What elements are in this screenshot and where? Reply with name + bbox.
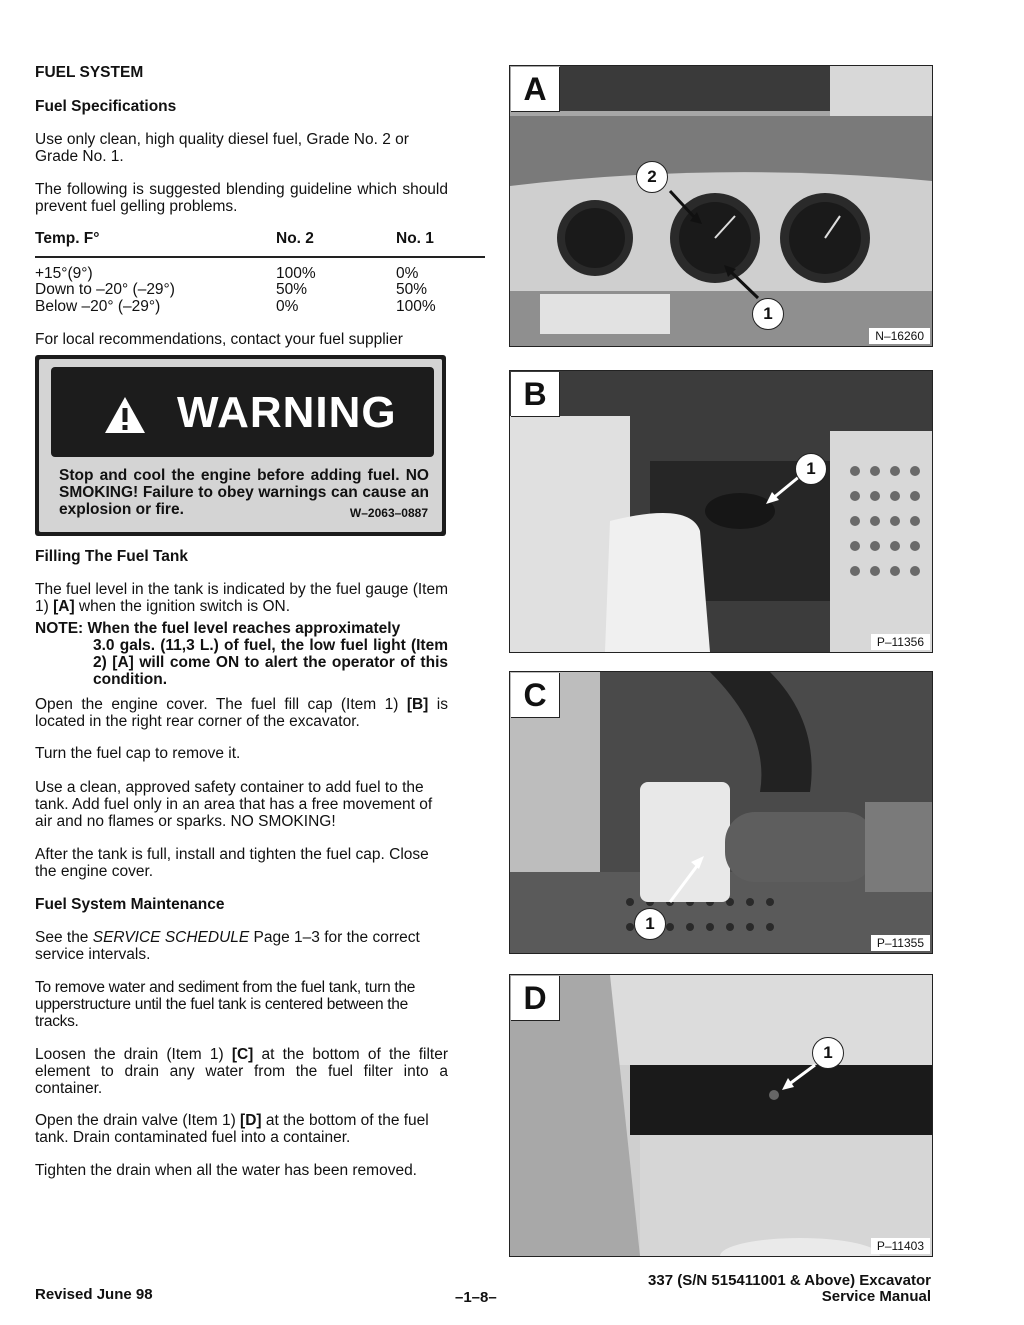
gauge-panel-illustration xyxy=(510,66,932,346)
table-cell: 50% xyxy=(276,281,308,298)
fuel-filter-illustration xyxy=(510,672,932,953)
filling-para5: After the tank is full, install and tighten the fuel cap. Close the engine cover. xyxy=(35,846,429,880)
callout-item-1: 1 xyxy=(795,453,827,485)
table-cell: 50% xyxy=(396,281,428,298)
maintenance-para3-text: Loosen the drain (Item 1) xyxy=(35,1046,232,1063)
filling-para1-text-end: when the ignition switch is ON. xyxy=(74,598,290,615)
filling-para4: Use a clean, approved safety container to add fuel to the tank. Add fuel only in an area that has a free movement of air and no flames or sparks. NO SMOKING! xyxy=(35,779,433,830)
maintenance-para5: Tighten the drain when all the water has been removed. xyxy=(35,1162,417,1179)
maintenance-para4-text: Open the drain valve (Item 1) xyxy=(35,1112,241,1129)
maintenance-para4-text-end: at the bottom of the fuel tank. Drain contaminated fuel into a container. xyxy=(35,1112,429,1146)
service-schedule-link[interactable]: SERVICE SCHEDULE xyxy=(92,929,250,946)
filling-para2 xyxy=(35,696,448,730)
footer-manual-title xyxy=(648,1273,931,1305)
fuel-spec-para2: The following is suggested blending guideline which should prevent fuel gelling problems. xyxy=(35,181,448,215)
maintenance-para2: To remove water and sediment from the fuel tank, turn the upperstructure until the fuel tank is centered between the tracks. xyxy=(35,979,416,1030)
maintenance-para3-text-end: at the bottom of the filter element to drain any water from the fuel filter into a container. xyxy=(35,1046,448,1097)
table-row xyxy=(35,298,485,315)
maintenance-para1 xyxy=(35,929,448,963)
blend-table-header xyxy=(35,230,485,258)
filling-para3: Turn the fuel cap to remove it. xyxy=(35,745,241,762)
table-cell: Down to –20° (–29°) xyxy=(35,281,175,298)
figure-ref: [A] xyxy=(53,598,75,615)
callout-item-1: 1 xyxy=(812,1037,844,1069)
note-first-line: When the fuel level reaches approximately xyxy=(87,620,401,637)
warning-box xyxy=(35,355,446,536)
photo-d-tank-drain xyxy=(509,974,933,1257)
note-rest: 3.0 gals. (11,3 L.) of fuel, the low fuel light (Item 2) [A] will come ON to alert the operator of this condition. xyxy=(93,637,448,688)
figure-ref: [C] xyxy=(231,1046,254,1063)
table-header-no1: No. 1 xyxy=(396,230,434,247)
filling-para1 xyxy=(35,581,448,615)
table-cell: 0% xyxy=(276,298,299,315)
note-label: NOTE: xyxy=(35,620,84,637)
callout-item-1: 1 xyxy=(752,298,784,330)
fuel-spec-para1: Use only clean, high quality diesel fuel, Grade No. 2 or Grade No. 1. xyxy=(35,131,409,165)
photo-b-fuel-cap xyxy=(509,370,933,653)
photo-code: P–11355 xyxy=(871,935,930,951)
table-cell: 100% xyxy=(276,265,316,282)
photo-code: P–11356 xyxy=(871,634,930,650)
figure-ref: [D] xyxy=(240,1112,262,1129)
maintenance-para4 xyxy=(35,1112,448,1146)
table-cell: 0% xyxy=(396,265,419,282)
table-row xyxy=(35,281,485,298)
filling-para1-text: The fuel level in the tank is indicated by the fuel gauge (Item 1) xyxy=(35,581,448,615)
photo-c-fuel-filter xyxy=(509,671,933,954)
photo-code: N–16260 xyxy=(869,328,930,344)
warning-title: WARNING xyxy=(177,388,397,437)
callout-item-1: 1 xyxy=(634,908,666,940)
filling-para2-text: Open the engine cover. The fuel fill cap (Item 1) xyxy=(35,696,407,713)
maintenance-para3 xyxy=(35,1046,448,1097)
photo-a-gauges xyxy=(509,65,933,347)
table-header-temp: Temp. F° xyxy=(35,230,100,247)
figure-ref: [B] xyxy=(406,696,429,713)
table-cell: 100% xyxy=(396,298,436,315)
maintenance-heading: Fuel System Maintenance xyxy=(35,896,225,913)
footer-model: 337 (S/N 515411001 & Above) Excavator xyxy=(648,1272,931,1289)
maintenance-para1-text-end: Page 1–3 for the correct service intervals. xyxy=(35,929,420,963)
photo-letter: A xyxy=(511,67,560,112)
filling-heading: Filling The Fuel Tank xyxy=(35,548,188,565)
note-block xyxy=(35,620,448,688)
warning-triangle-icon xyxy=(103,395,147,435)
fuel-spec-heading: Fuel Specifications xyxy=(35,98,177,115)
section-title: FUEL SYSTEM xyxy=(35,64,144,81)
tank-drain-illustration xyxy=(510,975,932,1256)
photo-code: P–11403 xyxy=(871,1238,930,1254)
table-row xyxy=(35,265,485,282)
callout-item-2: 2 xyxy=(636,161,668,193)
warning-banner xyxy=(51,367,434,457)
footer-revision: Revised June 98 xyxy=(35,1286,153,1303)
photo-letter: D xyxy=(511,976,560,1021)
maintenance-para1-text: See the xyxy=(35,929,93,946)
warning-text: Stop and cool the engine before adding fuel. NO SMOKING! Failure to obey warnings can cause an explosion or fire. xyxy=(59,467,429,518)
table-cell: Below –20° (–29°) xyxy=(35,298,161,315)
fuel-cap-illustration xyxy=(510,371,932,652)
filling-para2-text-end: is located in the right rear corner of the excavator. xyxy=(35,696,448,730)
warning-code: W–2063–0887 xyxy=(349,506,428,520)
photo-letter: C xyxy=(511,673,560,718)
footer-manual: Service Manual xyxy=(821,1288,931,1305)
table-header-no2: No. 2 xyxy=(276,230,314,247)
warning-panel xyxy=(39,359,442,532)
photo-letter: B xyxy=(511,372,560,417)
footer-page-number: –1–8– xyxy=(455,1289,497,1306)
table-cell: +15°(9°) xyxy=(35,265,93,282)
local-note: For local recommendations, contact your fuel supplier xyxy=(35,331,403,348)
